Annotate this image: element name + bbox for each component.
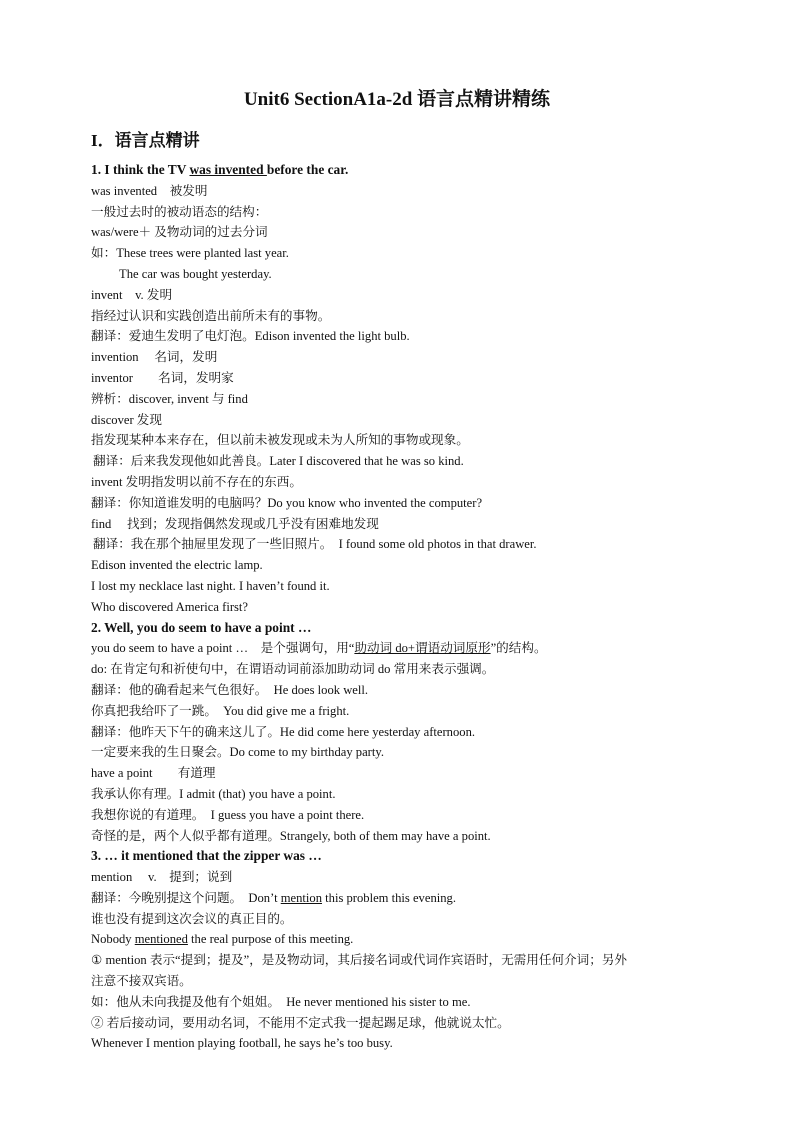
text-line: 翻译：你知道谁发明的电脑吗？Do you know who invented the computer? xyxy=(91,495,483,510)
text-line: 指经过认识和实践创造出前所未有的事物。 xyxy=(91,308,331,323)
point-heading-1: 1. I think the TV was invented before the car. xyxy=(91,162,349,177)
text-line: 指发现某种本来存在，但以前未被发现或未为人所知的事物或现象。 xyxy=(91,433,469,448)
text-line: have a point 有道理 xyxy=(91,766,216,781)
text-line: 辨析：discover, invent 与 find xyxy=(91,391,248,406)
text-line: The car was bought yesterday. xyxy=(119,266,272,281)
point-heading-2: 2. Well, you do seem to have a point … xyxy=(91,619,312,635)
text-line: 我承认你有理。I admit (that) you have a point. xyxy=(91,786,336,801)
text-line: 谁也没有提到这次会议的真正目的。 xyxy=(91,911,293,926)
text-line: I lost my necklace last night. I haven’t found it. xyxy=(91,578,330,593)
text-line: 翻译：他的确看起来气色很好。 He does look well. xyxy=(91,682,369,697)
text-line: invent 发明指发明以前不存在的东西。 xyxy=(91,474,302,489)
document-body xyxy=(91,160,721,1054)
text-line: 翻译：我在那个抽屉里发现了一些旧照片。 I found some old photos in that drawer. xyxy=(93,537,537,552)
text-line: Nobody mentioned the real purpose of this meeting. xyxy=(91,932,354,947)
text-line: 翻译：他昨天下午的确来这儿了。He did come here yesterday afternoon. xyxy=(91,724,476,739)
text-line: you do seem to have a point … 是个强调句，用“助动词 do+谓语动词原形”的结构。 xyxy=(91,641,547,656)
text-line: 翻译：后来我发现他如此善良。Later I discovered that he was so kind. xyxy=(93,454,464,469)
underlined-phrase: 助动词 do+谓语动词原形 xyxy=(354,641,491,656)
text-line: 我想你说的有道理。 I guess you have a point there. xyxy=(91,807,365,822)
text-line: do: 在肯定句和祈使句中，在谓语动词前添加助动词 do 常用来表示强调。 xyxy=(91,662,495,677)
text-line: inventor 名词，发明家 xyxy=(91,370,234,385)
underlined-phrase: mentioned xyxy=(134,932,188,947)
text-line: ① mention 表示“提到；提及”，是及物动词，其后接名词或代词作宾语时，无需用任何介词；另外 xyxy=(91,953,628,968)
text-line: 一般过去时的被动语态的结构： xyxy=(91,204,268,219)
text-line: 奇怪的是，两个人似乎都有道理。Strangely, both of them may have a point. xyxy=(91,828,491,843)
underlined-phrase: was invented xyxy=(189,162,267,177)
text-line: was/were＋ 及物动词的过去分词 xyxy=(91,225,268,240)
point-heading-3: 3. … it mentioned that the zipper was … xyxy=(91,848,322,864)
text-line: Whenever I mention playing football, he says he’s too busy. xyxy=(91,1036,393,1051)
text-line: find 找到；发现指偶然发现或几乎没有困难地发现 xyxy=(91,516,379,531)
text-line: ② 若后接动词，要用动名词，不能用不定式我一提起踢足球，他就说太忙。 xyxy=(91,1015,510,1030)
text-line: 如：These trees were planted last year. xyxy=(91,246,289,261)
text-line: Who discovered America first? xyxy=(91,599,249,614)
text-line: 翻译：今晚别提这个问题。 Don’t mention this problem this evening. xyxy=(91,890,456,905)
underlined-phrase: mention xyxy=(280,890,323,905)
text-line: 一定要来我的生日聚会。Do come to my birthday party. xyxy=(91,745,385,760)
text-line: invent v. 发明 xyxy=(91,287,173,302)
text-line: 如：他从未向我提及他有个姐姐。 He never mentioned his sister to me. xyxy=(91,994,471,1009)
section-heading: I．语言点精讲 xyxy=(91,131,200,150)
text-line: discover 发现 xyxy=(91,412,162,427)
text-line: 你真把我给吓了一跳。 You did give me a fright. xyxy=(91,703,350,718)
text-line: 翻译：爱迪生发明了电灯泡。Edison invented the light bulb. xyxy=(91,329,410,344)
text-line: invention 名词，发明 xyxy=(91,350,218,365)
text-line: mention v. 提到；说到 xyxy=(91,870,233,885)
text-line: 注意不接双宾语。 xyxy=(91,974,192,989)
document-title: Unit6 SectionA1a-2d 语言点精讲精练 xyxy=(243,89,551,110)
text-line: Edison invented the electric lamp. xyxy=(91,558,263,573)
text-line: was invented 被发明 xyxy=(91,183,208,198)
